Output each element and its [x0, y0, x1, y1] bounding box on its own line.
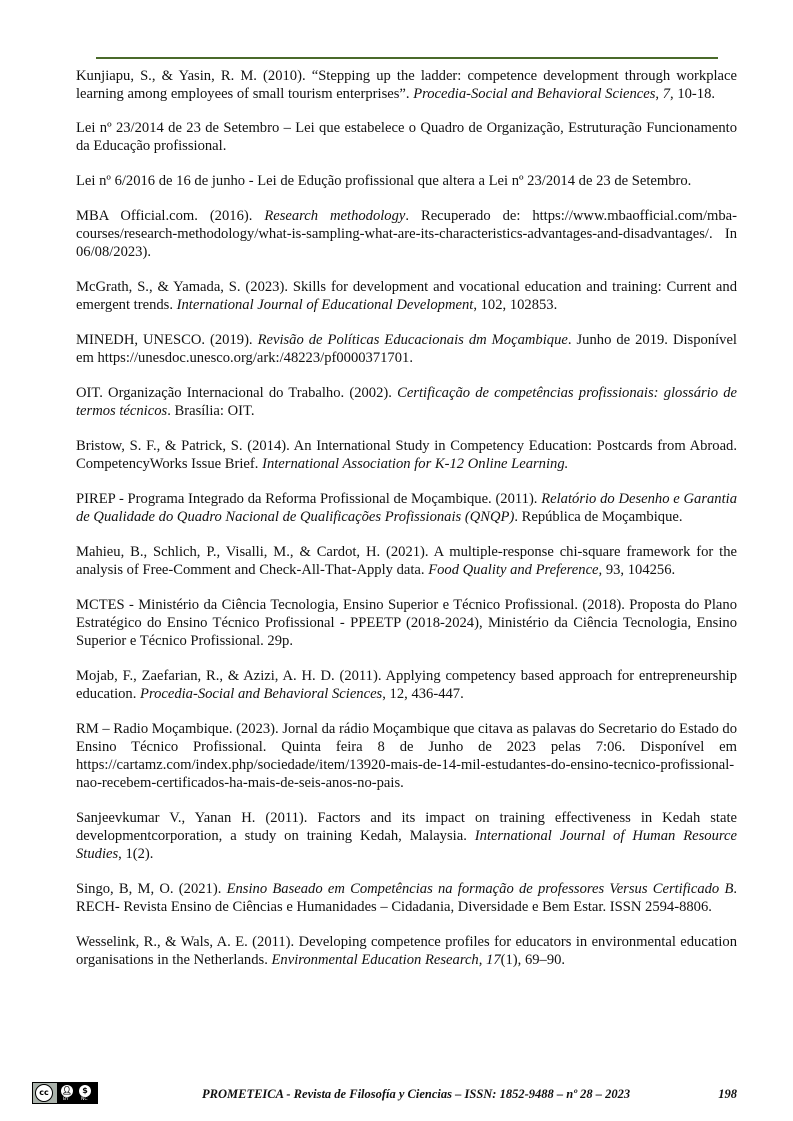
- reference-item: Bristow, S. F., & Patrick, S. (2014). An International Study in Competency Education: Postcards from Abroad. CompetencyWorks Issue Brief. International Association for K-12 Online Learning.: [76, 438, 737, 472]
- reference-item: OIT. Organização Internacional do Trabalho. (2002). Certificação de competências profissionais: glossário de termos técnicos. Brasília: OIT.: [76, 385, 737, 419]
- reference-item: Wesselink, R., & Wals, A. E. (2011). Developing competence profiles for educators in environmental education organisations in the Netherlands. Environmental Education Research, 17(1), 69–90.: [76, 934, 737, 968]
- page-footer: [32, 1082, 737, 1106]
- attribution-icon: 👤︎: [61, 1086, 73, 1095]
- reference-item: Kunjiapu, S., & Yasin, R. M. (2010). “Stepping up the ladder: competence development through workplace learning among employees of small tourism enterprises”. Procedia-Social and Behavioral Sciences, 7, 10-18.: [76, 68, 737, 102]
- cc-by-label: BY: [63, 1097, 69, 1102]
- reference-item: PIREP - Programa Integrado da Reforma Profissional de Moçambique. (2011). Relatório do Desenho e Garantia de Qualidade do Quadro Nacional de Qualificações Profissionais (QNQP). República de Moçambique.: [76, 491, 737, 525]
- reference-item: Singo, B, M, O. (2021). Ensino Baseado em Competências na formação de professores Versus Certificado B. RECH- Revista Ensino de Ciências e Humanidades – Cidadania, Diversidade e Bem Estar. ISSN 2594-8806.: [76, 881, 738, 915]
- reference-item: MBA Official.com. (2016). Research methodology. Recuperado de: https://www.mbaofficial.com/mba-courses/research-methodology/what-is-sampling-what-are-its-characteristics-advantages-and-disadvantages/. In 06/08/2023).: [76, 208, 738, 260]
- reference-item: McGrath, S., & Yamada, S. (2023). Skills for development and vocational education and training: Current and emergent trends. International Journal of Educational Development, 102, 102853.: [76, 279, 737, 313]
- cc-terms-strip: [57, 1083, 98, 1103]
- cc-nc-label: NC: [81, 1097, 88, 1102]
- cc-logo-icon: cc: [35, 1084, 53, 1102]
- journal-citation: PROMETEICA - Revista de Filosofía y Ciencias – ISSN: 1852-9488 – nº 28 – 2023: [202, 1087, 631, 1101]
- reference-item: Lei nº 6/2016 de 16 de junho - Lei de Edução profissional que altera a Lei nº 23/2014 de 23 de Setembro.: [76, 173, 692, 189]
- header-rule: [96, 57, 718, 59]
- reference-item: RM – Radio Moçambique. (2023). Jornal da rádio Moçambique que citava as palavas do Secretario do Estado do Ensino Técnico Profissional. Quinta feira 8 de Junho de 2023 pelas 7:06. Disponível em https://cartamz.com/index.php/sociedade/item/13920-mais-de-14-mil-estudantes-do-ensino-tecnico-profissional-nao-recebem-certificados-ha-mais-de-seis-anos-no-pais.: [76, 721, 738, 791]
- page-number: 198: [718, 1087, 737, 1101]
- reference-item: MINEDH, UNESCO. (2019). Revisão de Políticas Educacionais dm Moçambique. Junho de 2019. Disponível em https://unesdoc.unesco.org/ark:/48223/pf0000371701.: [76, 332, 737, 366]
- noncommercial-icon: $: [79, 1085, 91, 1097]
- reference-item: MCTES - Ministério da Ciência Tecnologia, Ensino Superior e Técnico Profissional. (2018). Proposta do Plano Estratégico do Ensino Técnico Profissional - PPEETP (2018-2024), Ministério da Ciência Tecnologia, Ensino Superior e Técnico Profissional. 29p.: [76, 597, 737, 649]
- reference-item: Mojab, F., Zaefarian, R., & Azizi, A. H. D. (2011). Applying competency based approach for entrepreneurship education. Procedia-Social and Behavioral Sciences, 12, 436-447.: [76, 668, 737, 702]
- reference-item: Lei nº 23/2014 de 23 de Setembro – Lei que estabelece o Quadro de Organização, Estruturação Funcionamento da Educação profissional.: [76, 120, 737, 154]
- cc-license-badge[interactable]: [32, 1082, 98, 1104]
- reference-item: Mahieu, B., Schlich, P., Visalli, M., & Cardot, H. (2021). A multiple-response chi-square framework for the analysis of Free-Comment and Check-All-That-Apply data. Food Quality and Preference, 93, 104256.: [76, 544, 737, 578]
- reference-item: Sanjeevkumar V., Yanan H. (2011). Factors and its impact on training effectiveness in Kedah state developmentcorporation, a study on training Kedah, Malaysia. International Journal of Human Resource Studies, 1(2).: [76, 810, 737, 862]
- reference-list: [76, 67, 737, 986]
